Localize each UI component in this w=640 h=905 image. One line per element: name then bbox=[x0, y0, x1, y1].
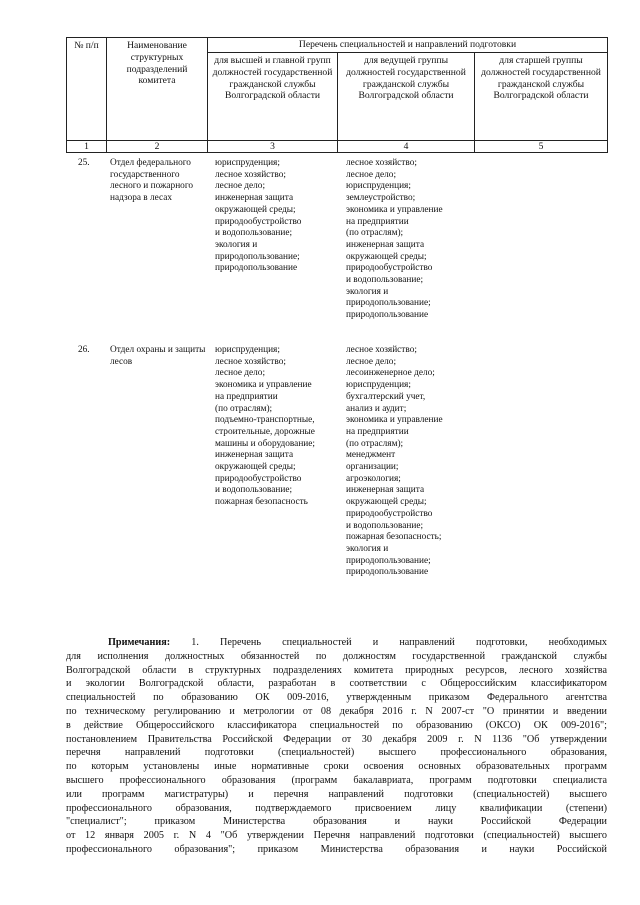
col-index-2: 2 bbox=[107, 141, 208, 153]
notes-line: "специалист"; приказом Министерства образования и науки Российской Федерации bbox=[66, 816, 607, 828]
notes-line: Примечания: 1. Перечень специальностей и направлений подготовки, необходимых bbox=[108, 637, 608, 648]
notes-line: по которым установлены иные нормативные сроки освоения основных образовательных программ bbox=[66, 761, 607, 773]
notes-line: профессионального образования"; приказом Министерства образования и науки Российской bbox=[66, 843, 607, 855]
col-index-3: 3 bbox=[208, 141, 338, 153]
row-higher-group-list: юриспруденция; лесное хозяйство; лесное дело; экономика и управление на предприятии (по отраслям); подъемно-транспортные, строительные, дорожные машины и оборудование; инженерная защита окружающей среды; природообустройство и водопользование; пожарная безопасность bbox=[215, 345, 315, 508]
row-higher-group-list: юриспруденция; лесное хозяйство; лесное дело; инженерная защита окружающей среды; природообустройство и водопользование; экология и природопользование; природопользование bbox=[215, 158, 302, 274]
col-leading-group-header: для ведущей группы должностей государственной гражданской службы Волгоградской области bbox=[338, 53, 475, 141]
row-number: 25. bbox=[78, 158, 90, 168]
notes-label: Примечания: bbox=[108, 637, 171, 648]
col-index-5: 5 bbox=[475, 141, 608, 153]
col-senior-group-header: для старшей группы должностей государственной гражданской службы Волгоградской области bbox=[475, 53, 608, 141]
row-number: 26. bbox=[78, 345, 90, 355]
row-leading-group-list: лесное хозяйство; лесное дело; юриспруденция; землеустройство; экономика и управление на предприятии (по отраслям); инженерная защита окружающей среды; природообустройство и водопользование; экология и природопользование; природопользование bbox=[346, 158, 443, 321]
col-index-4: 4 bbox=[338, 141, 475, 153]
notes-line: для исполнения должностных обязанностей по должностям государственной гражданской службы bbox=[66, 650, 607, 662]
notes-section bbox=[66, 636, 607, 857]
row-department: Отдел федерального государственного лесного и пожарного надзора в лесах bbox=[110, 158, 194, 204]
notes-line: по техническому регулированию и метрологии от 08 декабря 2016 г. N 2007-ст "О принятии и введении bbox=[66, 705, 607, 717]
header-table bbox=[66, 37, 608, 153]
notes-line: в действие Общероссийского классификатора специальностей по образованию (ОКСО) ОК 009-2016"; bbox=[66, 719, 607, 731]
col-num-header: № п/п bbox=[67, 38, 107, 141]
row-leading-group-list: лесное хозяйство; лесное дело; лесоинженерное дело; юриспруденция; бухгалтерский учет, анализ и аудит; экономика и управление на предприятии (по отраслям); менеджмент организации; агроэкология; инженерная защита окружающей среды; природообустройство и водопользование; пожарная безопасность; экология и природопользование; природопользование bbox=[346, 345, 443, 578]
notes-line: высшего профессионального образования (программ бакалавриата, программ подготовки специалиста bbox=[66, 774, 607, 786]
col-list-header: Перечень специальностей и направлений подготовки bbox=[208, 38, 608, 53]
col-name-header: Наименование структурных подразделений комитета bbox=[107, 38, 208, 141]
notes-line: специальностей по образованию ОК 009-2016, утвержденным приказом Федерального агентства bbox=[66, 692, 607, 704]
notes-line: от 12 января 2005 г. N 4 "Об утверждении Перечня направлений подготовки (специальностей) высшего bbox=[66, 830, 607, 842]
col-index-1: 1 bbox=[67, 141, 107, 153]
notes-line: или программ магистратуры) и перечня направлений подготовки (специальностей) высшего bbox=[66, 788, 607, 800]
col-higher-group-header: для высшей и главной групп должностей государственной гражданской службы Волгоградской области bbox=[208, 53, 338, 141]
notes-line: профессионального образования, подтверждаемого присвоением лицу квалификации (степени) bbox=[66, 802, 607, 814]
row-department: Отдел охраны и защиты лесов bbox=[110, 345, 206, 367]
notes-line: постановлением Правительства Российской Федерации от 30 декабря 2009 г. N 1136 "Об утверждении bbox=[66, 733, 607, 745]
notes-line: и экологии Волгоградской области, разработан в соответствии с Общероссийским классификатором bbox=[66, 678, 607, 690]
notes-line: Волгоградской области в структурных подразделениях комитета природных ресурсов, лесного хозяйства bbox=[66, 664, 607, 676]
notes-line: перечня направлений подготовки (специальностей) высшего профессионального образования, bbox=[66, 747, 607, 759]
